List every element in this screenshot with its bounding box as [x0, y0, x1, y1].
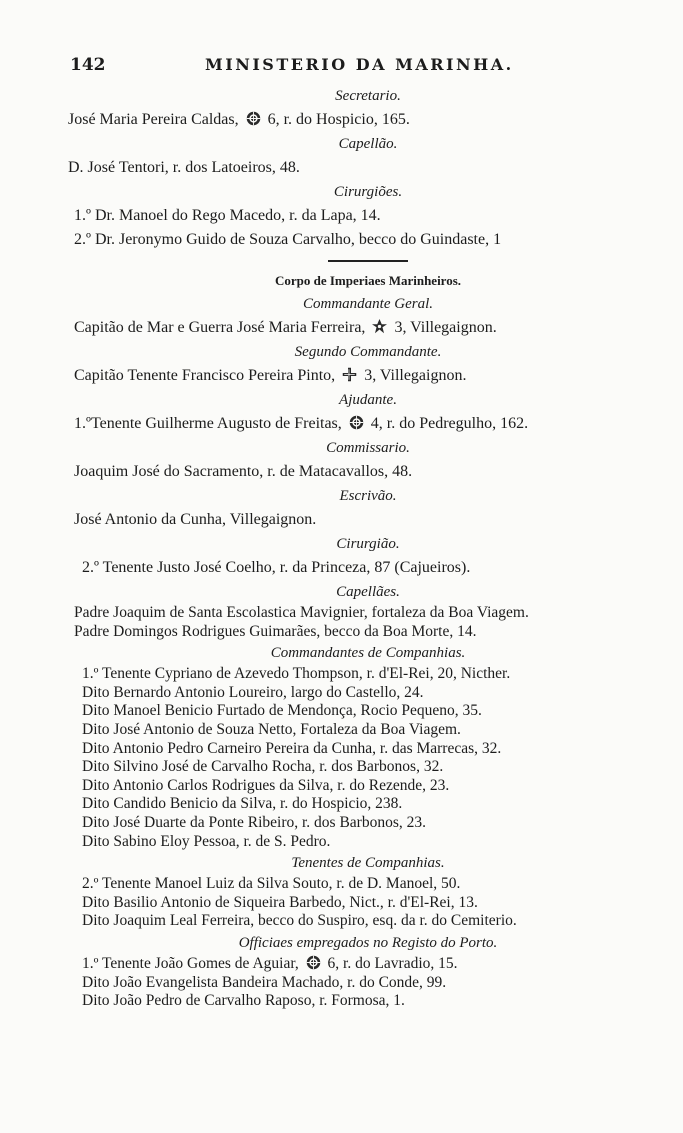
section-heading: Capellão. [338, 136, 398, 152]
entry-line [68, 364, 668, 388]
list-item: Dito Antonio Carlos Rodrigues da Silva, r. do Rezende, 23. [82, 776, 450, 794]
list-item: Dito Candido Benicio da Silva, r. do Hospicio, 238. [82, 795, 403, 813]
entry-line: 2.º Tenente Justo José Coelho, r. da Princeza, 87 (Cajueiros). [82, 559, 471, 576]
page-header [70, 55, 670, 79]
list-item: Dito João Evangelista Bandeira Machado, r. do Conde, 99. [82, 973, 447, 991]
entry-text: 1.º Tenente João Gomes de Aguiar, [82, 954, 299, 972]
list-item: Dito Silvino José de Carvalho Rocha, r. dos Barbonos, 32. [82, 758, 444, 776]
entry-text: Capitão Tenente Francisco Pereira Pinto, [74, 367, 336, 384]
corpo-heading: Corpo de Imperiaes Marinheiros. [274, 273, 462, 288]
entry-line [68, 108, 668, 132]
list-item: Dito Joaquim Leal Ferreira, becco do Suspiro, esq. da r. do Cemiterio. [82, 912, 517, 930]
section-heading: Capellães. [336, 584, 400, 600]
order-of-christ-icon [342, 367, 357, 382]
entry-line: 2.º Dr. Jeronymo Guido de Souza Carvalho, becco do Guindaste, 1 [74, 231, 502, 248]
entry-line: 1.º Dr. Manoel do Rego Macedo, r. da Lapa, 14. [74, 207, 381, 224]
list-item: Dito João Pedro de Carvalho Raposo, r. Formosa, 1. [82, 992, 405, 1010]
section-heading: Commandante Geral. [303, 296, 433, 312]
order-of-the-rose-icon [246, 111, 261, 126]
running-title: MINISTERIO DA MARINHA. [205, 55, 514, 74]
list-item [68, 955, 668, 974]
order-of-the-rose-icon [349, 415, 364, 430]
section-heading: Segundo Commandante. [294, 344, 442, 360]
section-heading: Secretario. [335, 88, 401, 104]
list-item: Padre Domingos Rodrigues Guimarães, becco da Boa Morte, 14. [74, 622, 477, 640]
entry-text: Capitão de Mar e Guerra José Maria Ferreira, [74, 319, 366, 336]
section-heading: Commandantes de Companhias. [270, 645, 466, 662]
entry-text: 3, Villegaignon. [394, 319, 497, 336]
entry-text: 4, r. do Pedregulho, 162. [370, 415, 529, 432]
section-secretario [68, 84, 668, 252]
page-body [68, 84, 668, 1011]
entry-text: 6, r. do Lavradio, 15. [327, 954, 458, 972]
entry-line [68, 412, 668, 436]
list-item: Dito Sabino Eloy Pessoa, r. de S. Pedro. [82, 832, 331, 850]
entry-text: José Maria Pereira Caldas, [68, 111, 239, 128]
list-item: Padre Joaquim de Santa Escolastica Mavignier, fortaleza da Boa Viagem. [74, 604, 529, 621]
section-heading: Tenentes de Companhias. [291, 855, 445, 872]
section-heading: Cirurgiões. [333, 184, 403, 200]
list-capellaes [68, 604, 668, 641]
list-officiaes [68, 955, 668, 1011]
order-of-the-rose-icon [306, 955, 321, 970]
entry-text: 1.ºTenente Guilherme Augusto de Freitas, [74, 415, 342, 432]
list-item: Dito Manoel Benicio Furtado de Mendonça, Rocio Pequeno, 35. [82, 702, 482, 720]
entry-line: José Antonio da Cunha, Villegaignon. [74, 511, 317, 528]
entry-line: Joaquim José do Sacramento, r. de Matacavallos, 48. [74, 463, 413, 480]
section-heading: Commissario. [326, 440, 410, 456]
section-heading: Officiaes empregados no Registo do Porto. [238, 934, 498, 951]
section-heading: Ajudante. [339, 392, 397, 408]
list-item: 2.º Tenente Manoel Luiz da Silva Souto, r. de D. Manoel, 50. [82, 875, 461, 893]
entry-text: 6, r. do Hospicio, 165. [267, 111, 410, 128]
entry-line: D. José Tentori, r. dos Latoeiros, 48. [68, 159, 300, 176]
section-heading: Escrivão. [339, 488, 397, 504]
section-tenentes [68, 851, 668, 875]
list-item: Dito José Antonio de Souza Netto, Fortaleza da Boa Viagem. [82, 720, 461, 738]
list-item: Dito Basilio Antonio de Siqueira Barbedo, Nict., r. d'El-Rei, 13. [82, 893, 478, 911]
list-commandantes [68, 665, 668, 851]
section-officiaes [68, 931, 668, 955]
list-tenentes [68, 875, 668, 931]
entry-line [68, 316, 668, 340]
section-heading: Cirurgião. [336, 536, 400, 552]
order-star-icon [372, 319, 387, 334]
section-divider [328, 260, 408, 262]
list-item: Dito Bernardo Antonio Loureiro, largo do Castello, 24. [82, 683, 424, 701]
list-item: 1.º Tenente Cypriano de Azevedo Thompson, r. d'El-Rei, 20, Nicther. [82, 665, 511, 683]
entry-text: 3, Villegaignon. [364, 367, 467, 384]
section-corpo [68, 292, 668, 604]
page-number: 142 [70, 55, 106, 75]
list-item: Dito Antonio Pedro Carneiro Pereira da Cunha, r. das Marrecas, 32. [82, 739, 502, 757]
list-item: Dito José Duarte da Ponte Ribeiro, r. dos Barbonos, 23. [82, 813, 426, 831]
section-commandantes [68, 641, 668, 665]
